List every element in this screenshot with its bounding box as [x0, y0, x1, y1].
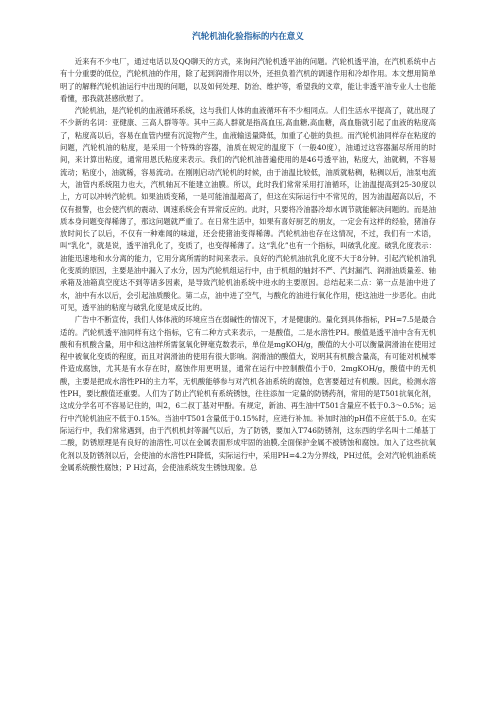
document-title: 汽轮机油化验指标的内在意义 — [192, 32, 304, 42]
paragraph-intro: 近来有不少电厂，通过电话以及QQ聊天的方式，来询问汽轮机透平油的问题。汽轮机透平油，在汽机系统中占有十分重要的低位，汽轮机油的作用，除了起到润滑作用以外，还担负着汽机的调速作用和冷却作用。本文想用简单明了的解释汽轮机油运行中出现的问题，以及如何处理、防治、维护等，希望我的文章，能让非透平油专业人士也能看懂，那我就甚感欣慰了。 — [60, 57, 436, 103]
paragraph-acidity: 广告中不断宣传，我们人体体液的环境应当在弱碱性的情况下，才是健康的。量化到具体指标，PH=7.5是最合适的。汽轮机透平油同样有这个指标，它有二种方式来表示，一是酸值，二是水溶性PH。酸值是透平油中含有无机酸和有机酸含量，用中和这油样所需氢氧化钾毫克数表示，单位是mgKOH/g，酸值的大小可以衡量润滑油在使用过程中被氧化变质的程度，而且对润滑油的使用有很大影响。润滑油的酸值大，说明其有机酸含量高，有可能对机械零件造成腐蚀，尤其是有水存在时，腐蚀作用更明显，通常在运行中控制酸值小于0．2mgKOH/g，酸值中的无机酸，主要是把成水溶性PH的主力军，无机酸能够参与对汽机各油系统的腐蚀，危害要超过有机酸。因此，检测水溶性PH，要比酸值还重要。人们为了防止汽轮机有系统锈蚀，往往添加一定量的防锈药剂，常用的是T501抗氧化剂，这成分学名可不容易记住的，叫2，6二叔丁基对甲酚。有规定，新油、再生油中T501含量应不低于0.3～0.5%；运行中汽轮机油应不低于0.15%。当油中T501含量低于0.15%时，应进行补加。补加时油的pH值不应低于5.0。在实际运行中，我们常常遇到，由于汽机机封等漏气以后，为了防锈，要加入T746防锈剂，这东西的学名叫十二烯基丁二酸，防锈原理是有良好的油溶性,可以在金属表面形成牢固的油膜,全面保护金属不被锈蚀和腐蚀。加入了这些抗氧化剂以及防锈剂以后，会使油的水溶性PH降低，实际运行中，采用PH=4.2为分界线，PH过低，会对汽轮机油系统金属系统酸性腐蚀；P H过高，会使油系统发生锈蚀现象。总 — [60, 315, 436, 472]
paragraph-viscosity: 汽轮机油，是汽轮机的血液循环系统，这与我们人体的血液循环有不少相同点。人们生活水平提高了，就出现了不少新的名词：亚健康、三高人群等等。其中三高人群就是指高血压,高血糖,高血糖，高血脂就引起了血液的粘度高了，粘度高以后，容易在血管内壁有沉淀物产生，血液输送量降低，加重了心脏的负担。而汽轮机油同样存在粘度的问题，汽轮机油的粘度，是采用一个特殊的容器，油质在规定的温度下（一般40度），油通过这容器漏尽所用的时间，来计算出粘度，通常用恩氏粘度来表示。我们的汽轮机油普遍使用的是46号透平油，粘度大，油就稠，不容易流动；粘度小，油就稀，容易流动。在刚刚启动汽轮机的时候，由于油温比较低，油质就粘稠，粘稠以后，油泵电流大，油管内系统阻力也大，汽机轴瓦不能建立油膜。所以，此时我们常常采用打油循环，让油温提高到25-30度以上，方可以冲转汽轮机。如果油质变稀，一是可能油温超高了，但这在实际运行中不常见的，因为油温超高以后，不仅有报警，也会使汽机的震动、调速系统会有异常反应的。此时，只要将冷油器冷却水调节就能解决问题的。而是油质本身问题变得稀薄了，那这问题就严重了。在日常生活中，如果有喜好厨艺的朋友，一定会有这样的经验，猪油存放时间长了以后，不仅有一种难闻的味道，还会使猪油变得稀薄。汽轮机油也存在这情况，不过，我们有一术语，叫“乳化”，就是说，透平油乳化了，变质了，也变得稀薄了。这“乳化”也有一个指标，叫破乳化度。破乳化度表示：油能迅速地和水分离的能力，它用分离所需的时间来表示。良好的汽轮机油抗乳化度不大于8分钟。引起汽轮机油乳化变质的原因，主要是油中漏入了水分，因为汽轮机组运行中，由于机组的轴封不严、汽封漏汽、润滑油质量差、轴承箱及油箱真空度达不到等诸多因素，是导致汽轮机油系统中进水的主要原因。总结起来二点：第一点是油中进了水，油中有水以后，会引起油质酸化。第二点，油中进了空气，与酸化的油进行氧化作用，使这油进一步恶化。由此可见，透平油的粘度与破乳化度是成反比的。 — [60, 106, 436, 312]
